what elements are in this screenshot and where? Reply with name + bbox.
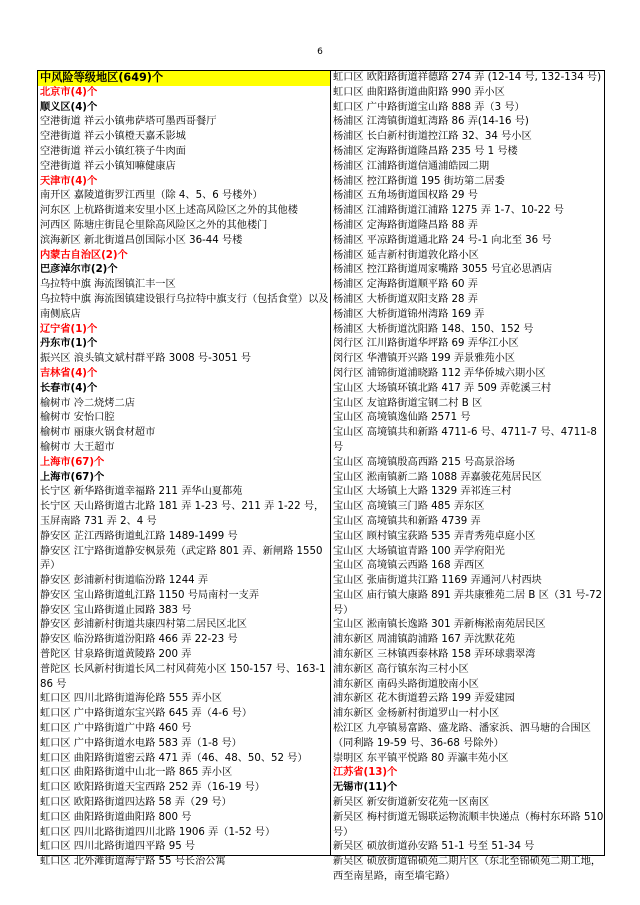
area-entry: 杨浦区 定海路街道顺平路 60 弄 bbox=[333, 279, 478, 291]
area-entry: 杨浦区 长白新村街道控江路 32、34 号小区 bbox=[333, 131, 532, 143]
area-entry: 宝山区 大场镇环镇北路 417 弄 509 弄乾溪三村 bbox=[333, 382, 552, 394]
area-entry: 乌拉特中旗 海流图镇汇丰一区 bbox=[40, 279, 176, 291]
area-entry: 振兴区 浪头镇文斌村群平路 3008 号-3051 号 bbox=[40, 353, 252, 365]
area-entry: 虹口区 欧阳路街道祥德路 274 弄 (12-14 号, 132-134 号) bbox=[333, 72, 602, 83]
area-entry: 松江区 九亭镇易富路、盛龙路、潘家浜、泗马塘的合围区（同利路 19-59 号、36-68 号除外） bbox=[333, 723, 591, 749]
area-entry: 杨浦区 大桥街道沈阳路 148、150、152 号 bbox=[333, 323, 534, 335]
area-entry: 虹口区 欧阳路街道天宝西路 252 弄（16-19 号） bbox=[40, 782, 265, 794]
area-entry: 杨浦区 大桥街道双阳支路 28 弄 bbox=[333, 293, 478, 305]
area-entry: 宝山区 淞南镇长逸路 301 弄新梅淞南苑居民区 bbox=[333, 619, 546, 631]
area-entry: 浦东新区 周浦镇韵浦路 167 弄沈默花苑 bbox=[333, 634, 515, 646]
city-heading: 长春市(4)个 bbox=[40, 382, 98, 394]
area-entry: 河西区 陈塘庄街昆仑里除高风险区之外的其他楼门 bbox=[40, 219, 268, 231]
area-entry: 静安区 宝山路街道止园路 383 号 bbox=[40, 604, 192, 616]
area-entry: 虹口区 曲阳路街道曲阳路 990 弄小区 bbox=[333, 86, 505, 98]
area-entry: 宝山区 高境镇殷高西路 215 号高景浴场 bbox=[333, 456, 515, 468]
area-entry: 空港街道 祥云小镇橙天嘉禾影城 bbox=[40, 131, 186, 143]
area-entry: 杨浦区 大桥街道锦州湾路 169 弄 bbox=[333, 308, 485, 320]
area-entry: 普陀区 甘泉路街道黄陵路 200 弄 bbox=[40, 649, 192, 661]
area-entry: 新吴区 硕放街道锦硕苑二期片区（东北至锦硕苑二期工地，西至南星路，南至墙宅路） bbox=[333, 856, 602, 883]
area-entry: 静安区 彭浦新村街道临汾路 1244 弄 bbox=[40, 575, 209, 587]
area-entry: 闵行区 浦锦街道浦晓路 112 弄华侨城六期小区 bbox=[333, 367, 546, 379]
area-entry: 新吴区 新安街道新安花苑一区南区 bbox=[333, 797, 490, 809]
area-entry: 杨浦区 控江路街道周家嘴路 3055 号宜必思酒店 bbox=[333, 264, 553, 276]
area-entry: 虹口区 四川北路街道海伦路 555 弄小区 bbox=[40, 693, 222, 705]
area-entry: 宝山区 庙行镇大康路 891 弄共康雅苑二居 B 区（31 号-72 号） bbox=[333, 589, 606, 616]
area-entry: 滨海新区 新北街道昌创国际小区 36-44 号楼 bbox=[40, 234, 243, 246]
area-entry: 新吴区 梅村街道无锡联运物流顺丰快递点（梅村东环路 510 号） bbox=[333, 811, 607, 838]
area-entry: 宝山区 大场镇上大路 1329 弄祁连三村 bbox=[333, 486, 512, 498]
area-entry: 虹口区 欧阳路街道四达路 58 弄（29 号） bbox=[40, 797, 232, 809]
area-entry: 南开区 嘉陵道街罗江西里（除 4、5、6 号楼外） bbox=[40, 190, 263, 202]
area-entry: 虹口区 北外滩街道海宁路 55 号长治公寓 bbox=[40, 856, 226, 868]
area-entry: 宝山区 张庙街道共江路 1169 弄通河八村西块 bbox=[333, 575, 542, 587]
area-entry: 宝山区 淞南镇新二路 1088 弄嘉骏花苑居民区 bbox=[333, 471, 542, 483]
area-entry: 宝山区 高境镇三门路 485 弄东区 bbox=[333, 501, 485, 513]
area-entry: 杨浦区 江浦路街道江浦路 1275 弄 1-7、10-22 号 bbox=[333, 205, 564, 217]
area-entry: 虹口区 曲阳路街道中山北一路 865 弄小区 bbox=[40, 767, 233, 779]
area-entry: 虹口区 广中路街道水电路 583 弄（1-8 号） bbox=[40, 737, 242, 749]
area-entry: 虹口区 广中路街道广中路 460 号 bbox=[40, 723, 192, 735]
area-entry: 崇明区 东平镇平悦路 80 弄瀛丰苑小区 bbox=[333, 752, 509, 764]
city-heading: 上海市(67)个 bbox=[40, 471, 105, 483]
area-entry: 榆树市 安怡口腔 bbox=[40, 412, 115, 424]
area-entry: 宝山区 高境镇共和新路 4739 弄 bbox=[333, 515, 481, 527]
area-entry: 榆树市 冷二烧烤二店 bbox=[40, 397, 135, 409]
area-entry: 河东区 上杭路街道来安里小区上述高风险区之外的其他楼 bbox=[40, 205, 298, 217]
area-entry: 虹口区 广中路街道宝山路 888 弄（3 号） bbox=[333, 101, 525, 113]
area-entry: 宝山区 大场镇谊青路 100 弄学府阳光 bbox=[333, 545, 505, 557]
area-entry: 杨浦区 定海路街道隆昌路 235 号 1 号楼 bbox=[333, 145, 518, 157]
area-entry: 宝山区 高境镇逸仙路 2571 号 bbox=[333, 412, 471, 424]
area-entry: 虹口区 曲阳路街道曲阳路 800 号 bbox=[40, 811, 192, 823]
city-heading: 丹东市(1)个 bbox=[40, 338, 98, 350]
city-heading: 顺义区(4)个 bbox=[40, 101, 98, 113]
section-title: 中风险等级地区(649)个 bbox=[38, 71, 330, 86]
area-entry: 榆树市 丽康火锅食材超市 bbox=[40, 427, 156, 439]
area-entry: 浦东新区 高行镇东沟三村小区 bbox=[333, 663, 469, 675]
area-entry: 新吴区 硕放街道孙安路 51-1 号至 51-34 号 bbox=[333, 841, 535, 853]
area-entry: 闵行区 江川路街道华坪路 69 弄华江小区 bbox=[333, 338, 519, 350]
area-entry: 静安区 临汾路街道汾阳路 466 弄 22-23 号 bbox=[40, 634, 238, 646]
city-heading: 无锡市(11)个 bbox=[333, 782, 398, 794]
area-entry: 浦东新区 三林镇西泰林路 158 弄环球翡翠湾 bbox=[333, 649, 536, 661]
risk-area-table bbox=[37, 70, 607, 883]
area-entry: 杨浦区 延吉新村街道敦化路小区 bbox=[333, 249, 479, 261]
area-entry: 杨浦区 定海路街道隆昌路 88 弄 bbox=[333, 219, 478, 231]
area-entry: 杨浦区 江湾镇街道虹湾路 86 弄(14-16 号) bbox=[333, 116, 529, 128]
page-number: 6 bbox=[317, 47, 323, 57]
area-entry: 空港街道 祥云小镇弗萨塔可墨西哥餐厅 bbox=[40, 116, 217, 128]
area-entry: 静安区 江宁路街道静安枫景苑（武定路 801 弄、新闸路 1550 弄） bbox=[40, 545, 326, 572]
area-entry: 宝山区 高境镇共和新路 4711-6 号、4711-7 号、4711-8 号 bbox=[333, 427, 601, 453]
province-heading: 上海市(67)个 bbox=[40, 456, 105, 468]
area-entry: 长宁区 天山路街道古北路 181 弄 1-23 号、211 弄 1-22 号，玉屏南路 731 弄 2、4 号 bbox=[40, 501, 325, 527]
province-heading: 内蒙古自治区(2)个 bbox=[40, 249, 128, 261]
area-entry: 空港街道 祥云小镇知嘛健康店 bbox=[40, 160, 176, 172]
area-entry: 普陀区 长风新村街道长风二村风荷苑小区 150-157 号、163-186 号 bbox=[40, 663, 326, 690]
area-entry: 杨浦区 平凉路街道通北路 24 号-1 向北至 36 号 bbox=[333, 234, 552, 246]
area-entry: 浦东新区 南码头路街道胶南小区 bbox=[333, 678, 479, 690]
area-entry: 杨浦区 控江路街道 195 街坊第二居委 bbox=[333, 175, 505, 187]
area-entry: 宝山区 友谊路街道宝钢二村 B 区 bbox=[333, 397, 483, 409]
city-heading: 巴彦淖尔市(2)个 bbox=[40, 264, 118, 276]
province-heading: 北京市(4)个 bbox=[40, 86, 98, 98]
left-column bbox=[38, 71, 331, 868]
area-entry: 榆树市 大王超市 bbox=[40, 441, 115, 453]
province-heading: 江苏省(13)个 bbox=[333, 767, 398, 779]
area-entry: 浦东新区 金杨新村街道罗山一村小区 bbox=[333, 708, 500, 720]
area-entry: 静安区 彭浦新村街道共康四村第二居民区北区 bbox=[40, 619, 247, 631]
area-entry: 虹口区 四川北路街道四川北路 1906 弄（1-52 号） bbox=[40, 826, 276, 838]
area-entry: 静安区 芷江西路街道虬江路 1489-1499 号 bbox=[40, 530, 238, 542]
area-entry: 浦东新区 花木街道碧云路 199 弄爱建园 bbox=[333, 693, 515, 705]
area-entry: 闵行区 华漕镇开兴路 199 弄景雅苑小区 bbox=[333, 353, 515, 365]
area-entry: 静安区 宝山路街道虬江路 1150 号局南村一支弄 bbox=[40, 589, 260, 601]
province-heading: 天津市(4)个 bbox=[40, 175, 98, 187]
area-entry: 虹口区 四川北路街道四平路 95 号 bbox=[40, 841, 196, 853]
area-entry: 虹口区 广中路街道东宝兴路 645 弄（4-6 号） bbox=[40, 708, 253, 720]
area-entry: 乌拉特中旗 海流图镇建设银行乌拉特中旗支行（包括食堂）以及南侧底店 bbox=[40, 293, 329, 320]
area-entry: 长宁区 新华路街道幸福路 211 弄华山夏都苑 bbox=[40, 486, 243, 498]
right-column bbox=[331, 71, 607, 883]
area-entry: 杨浦区 江浦路街道信通浦皓园二期 bbox=[333, 160, 490, 172]
area-entry: 宝山区 顾村镇宝荻路 535 弄青秀苑卓庭小区 bbox=[333, 530, 536, 542]
area-entry: 虹口区 曲阳路街道密云路 471 弄（46、48、50、52 号） bbox=[40, 752, 308, 764]
province-heading: 辽宁省(1)个 bbox=[40, 323, 98, 335]
area-entry: 杨浦区 五角场街道国权路 29 号 bbox=[333, 190, 478, 202]
province-heading: 吉林省(4)个 bbox=[40, 367, 98, 379]
area-entry: 宝山区 高境镇云西路 168 弄西区 bbox=[333, 560, 485, 572]
area-entry: 空港街道 祥云小镇红筷子牛肉面 bbox=[40, 145, 186, 157]
